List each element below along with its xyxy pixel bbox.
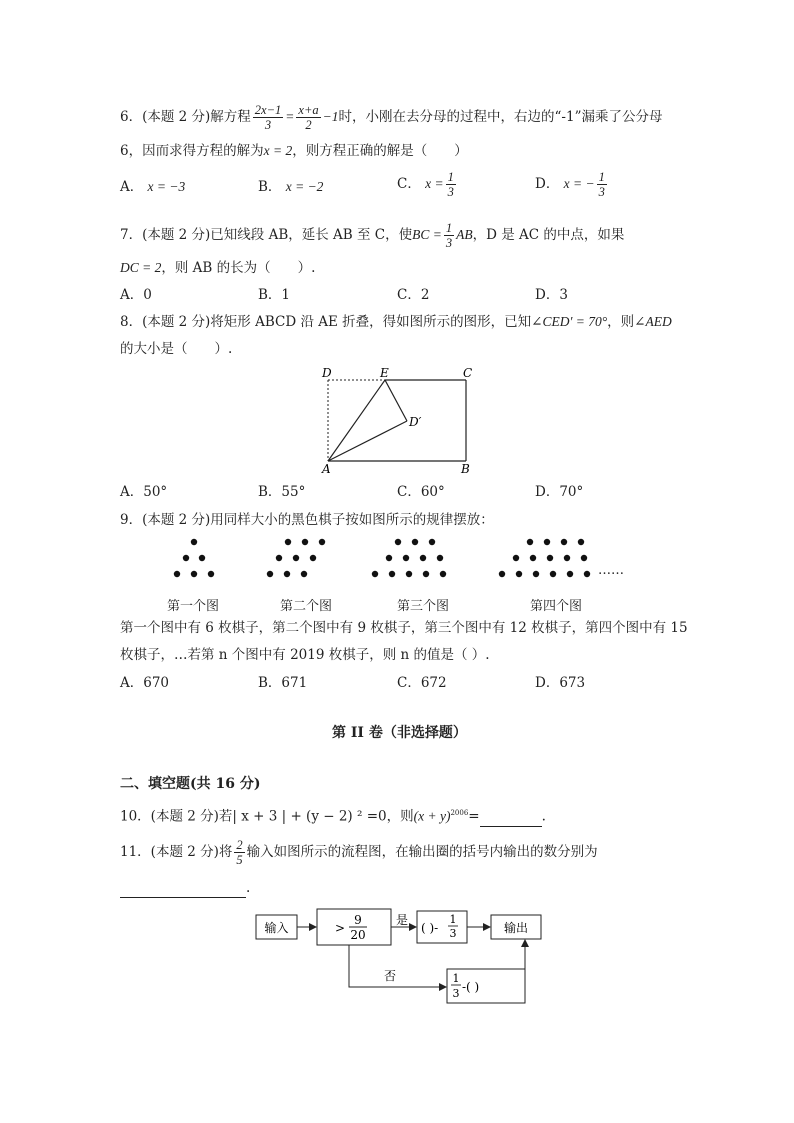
- q6-option-a: [120, 177, 185, 197]
- q8-math-angle1: ∠CED′ = 70°: [531, 314, 608, 329]
- q8-prefix: 8．(本题 2 分)将矩形 ABCD 沿 AE 折叠，得如图所示的图形，已知: [120, 314, 532, 330]
- q8-fig-label-e: E: [380, 366, 389, 380]
- q7-line2: [120, 258, 315, 278]
- q6-line2: [120, 141, 468, 161]
- chess-piece: [516, 571, 522, 577]
- chess-piece: [567, 571, 573, 577]
- q9-line2: 第一个图中有 6 枚棋子，第二个图中有 9 枚棋子，第三个图中有 12 枚棋子，第四个图中有 15: [120, 620, 688, 636]
- chess-piece: [440, 571, 446, 577]
- chess-piece: [199, 555, 205, 561]
- q7-option-a: A．0: [120, 287, 152, 303]
- q6-frac-left: [253, 103, 283, 132]
- q7-math-bc: BC =: [412, 227, 442, 242]
- flow-no-expr: -( ): [462, 980, 480, 994]
- q6-frac-right-num: x+a: [298, 103, 319, 117]
- q6-option-d-label: D．: [535, 176, 560, 192]
- q6-prefix: 6．(本题 2 分)解方程: [120, 109, 251, 125]
- q9-figure-4: [499, 539, 590, 577]
- q11-frac: [234, 838, 244, 867]
- chess-piece: [386, 555, 392, 561]
- q8-fig-label-d: D: [322, 366, 332, 380]
- q10-eq: =: [468, 808, 480, 825]
- q8-mid: ，则: [607, 314, 635, 330]
- q10-end: .: [541, 808, 546, 825]
- q10-answer-blank[interactable]: [480, 812, 542, 827]
- q6-option-c-frac: [446, 170, 456, 199]
- chess-piece: [544, 539, 550, 545]
- flow-output-label: 输出: [503, 921, 529, 935]
- q9-figure-2: [267, 539, 325, 577]
- flow-input-label: 输入: [264, 921, 289, 935]
- q6-eq-sign: =: [285, 109, 295, 124]
- q7-frac-num: 1: [445, 221, 453, 235]
- q11-end: .: [246, 880, 251, 896]
- q11-line1: [120, 838, 598, 867]
- chess-piece: [530, 555, 536, 561]
- chess-piece: [429, 539, 435, 545]
- chess-piece: [319, 539, 325, 545]
- q8-line2: 的大小是（ ）.: [120, 341, 233, 357]
- q8-fig-label-c: C: [463, 366, 473, 380]
- chess-piece: [550, 571, 556, 577]
- q6-option-d-den: 3: [598, 185, 605, 199]
- q11-frac-num: 2: [236, 838, 243, 852]
- q10-line: [120, 803, 546, 827]
- chess-piece: [284, 571, 290, 577]
- q6-option-a-label: A．: [120, 179, 144, 195]
- q8-fig-ad: [328, 421, 407, 461]
- fill-blank-section-heading: 二、填空题(共 16 分): [120, 776, 261, 792]
- q8-fig-label-a: A: [322, 462, 331, 476]
- q7-option-c: C．2: [397, 287, 430, 303]
- q6-option-d-value: x = −: [563, 176, 595, 191]
- q6-line2a: 6，因而求得方程的解为: [120, 143, 264, 159]
- q9-caption-1: 第一个图: [167, 599, 220, 614]
- q8-figure: [310, 360, 490, 480]
- q8-option-c: C．60°: [397, 484, 445, 500]
- q9-dot-figures: [160, 534, 640, 584]
- q8-option-b: B．55°: [258, 484, 306, 500]
- q7-math-ab: AB: [456, 227, 473, 242]
- q6-frac-right-den: 2: [305, 118, 312, 132]
- q9-option-d: D．673: [535, 675, 586, 691]
- chess-piece: [437, 555, 443, 561]
- q11-answer-blank[interactable]: [120, 883, 246, 898]
- q9-line3: 枚棋子，…若第 n 个图中有 2019 枚棋子，则 n 的值是（ ）.: [120, 647, 490, 663]
- chess-piece: [527, 539, 533, 545]
- q8-fig-label-dprime: D′: [409, 415, 422, 429]
- flow-yes-label: 是: [395, 913, 409, 927]
- q9-caption-2: 第二个图: [280, 599, 333, 614]
- q6-frac-left-num: 2x−1: [254, 103, 282, 117]
- q8-fig-label-b: B: [461, 462, 470, 476]
- flow-no-label: 否: [383, 969, 397, 983]
- chess-piece: [372, 571, 378, 577]
- chess-piece: [533, 571, 539, 577]
- q9-line1: 9．(本题 2 分)用同样大小的黑色棋子按如图所示的规律摆放：: [120, 512, 494, 528]
- q6-line1: [120, 103, 662, 132]
- q8-option-a: A．50°: [120, 484, 168, 500]
- q6-option-a-value: x = −3: [147, 179, 186, 194]
- chess-piece: [276, 555, 282, 561]
- chess-piece: [191, 571, 197, 577]
- chess-piece: [191, 539, 197, 545]
- chess-piece: [174, 571, 180, 577]
- q9-figure-3: [372, 539, 446, 577]
- q9-option-a: A．670: [120, 675, 170, 691]
- q8-option-d: D．70°: [535, 484, 584, 500]
- q11-line2: [120, 878, 250, 898]
- flow-no-num: 1: [452, 972, 460, 985]
- chess-piece: [302, 539, 308, 545]
- q7-option-d: D．3: [535, 287, 568, 303]
- q6-line2b: ，则方程正确的解是（ ）: [292, 143, 468, 159]
- chess-piece: [301, 571, 307, 577]
- chess-piece: [499, 571, 505, 577]
- q6-option-d: [535, 170, 609, 199]
- flow-yes-expr: ( )-: [421, 921, 439, 935]
- q6-option-d-num: 1: [598, 170, 605, 184]
- flow-condition-symbol: >: [334, 921, 346, 935]
- q6-line2-math: x = 2: [263, 143, 293, 158]
- chess-piece: [389, 571, 395, 577]
- q6-option-c-value: x =: [425, 176, 444, 191]
- chess-piece: [423, 571, 429, 577]
- q9-option-c: C．672: [397, 675, 447, 691]
- flow-condition-num: 9: [354, 913, 362, 927]
- chess-piece: [561, 539, 567, 545]
- q7-line2-math: DC = 2: [120, 260, 162, 275]
- q10-math-sum: (x + y): [413, 808, 451, 824]
- chess-piece: [584, 571, 590, 577]
- flow-yes-num: 1: [449, 913, 457, 926]
- q10-exponent: 2006: [450, 809, 469, 817]
- q9-ellipsis: ……: [598, 563, 624, 578]
- chess-piece: [412, 539, 418, 545]
- chess-piece: [403, 555, 409, 561]
- q6-frac-right: [296, 103, 320, 132]
- q6-eq-tail: −1: [322, 109, 339, 124]
- chess-piece: [183, 555, 189, 561]
- q6-option-d-frac: [597, 170, 607, 199]
- q11-flowchart: [250, 905, 550, 1010]
- q6-option-c-label: C．: [397, 176, 421, 192]
- chess-piece: [267, 571, 273, 577]
- chess-piece: [513, 555, 519, 561]
- chess-piece: [395, 539, 401, 545]
- flow-yes-den: 3: [449, 927, 457, 940]
- q8-math-angle2: ∠AED: [634, 314, 672, 329]
- q11-suffix: 输入如图所示的流程图，在输出圈的括号内输出的数分别为: [246, 844, 598, 860]
- chess-piece: [208, 571, 214, 577]
- chess-piece: [581, 555, 587, 561]
- chess-piece: [420, 555, 426, 561]
- q7-option-b: B．1: [258, 287, 291, 303]
- q6-option-c-num: 1: [447, 170, 454, 184]
- flow-no-den: 3: [452, 987, 460, 1000]
- flow-arrow-no: [349, 945, 446, 987]
- q8-fig-ae: [328, 380, 385, 461]
- q8-line1: [120, 312, 672, 332]
- q10-prefix: 10．(本题 2 分)若: [120, 808, 233, 825]
- chess-piece: [564, 555, 570, 561]
- q7-frac-den: 3: [445, 236, 453, 250]
- q7-frac: [444, 221, 454, 250]
- q11-frac-den: 5: [236, 853, 243, 867]
- q9-option-b: B．671: [258, 675, 308, 691]
- q8-fig-ed: [385, 380, 407, 421]
- q9-caption-3: 第三个图: [397, 599, 450, 614]
- q6-option-b-label: B．: [258, 179, 282, 195]
- q6-option-b: [258, 177, 323, 197]
- q7-line2b: ，则 AB 的长为（ ）.: [161, 260, 316, 276]
- q9-figure-1: [174, 539, 214, 577]
- chess-piece: [293, 555, 299, 561]
- q7-prefix: 7．(本题 2 分)已知线段 AB，延长 AB 至 C，使: [120, 227, 413, 243]
- chess-piece: [547, 555, 553, 561]
- q6-option-c: [397, 170, 458, 199]
- part2-title: 第 II 卷（非选择题）: [332, 725, 467, 741]
- q10-abs-expr: | x + 3 | + (y − 2) ² =0，则: [232, 808, 414, 825]
- chess-piece: [285, 539, 291, 545]
- q6-option-b-value: x = −2: [285, 179, 324, 194]
- q9-caption-4: 第四个图: [530, 599, 583, 614]
- flow-condition-den: 20: [350, 928, 366, 942]
- chess-piece: [578, 539, 584, 545]
- q6-option-c-den: 3: [447, 185, 454, 199]
- q6-suffix: 时，小刚在去分母的过程中，右边的“-1”漏乘了公分母: [338, 109, 663, 125]
- chess-piece: [406, 571, 412, 577]
- chess-piece: [310, 555, 316, 561]
- q11-prefix: 11．(本题 2 分)将: [120, 844, 233, 860]
- q7-suffix: ，D 是 AC 的中点，如果: [472, 227, 625, 243]
- q6-frac-left-den: 3: [264, 118, 272, 132]
- q7-line1: [120, 221, 624, 250]
